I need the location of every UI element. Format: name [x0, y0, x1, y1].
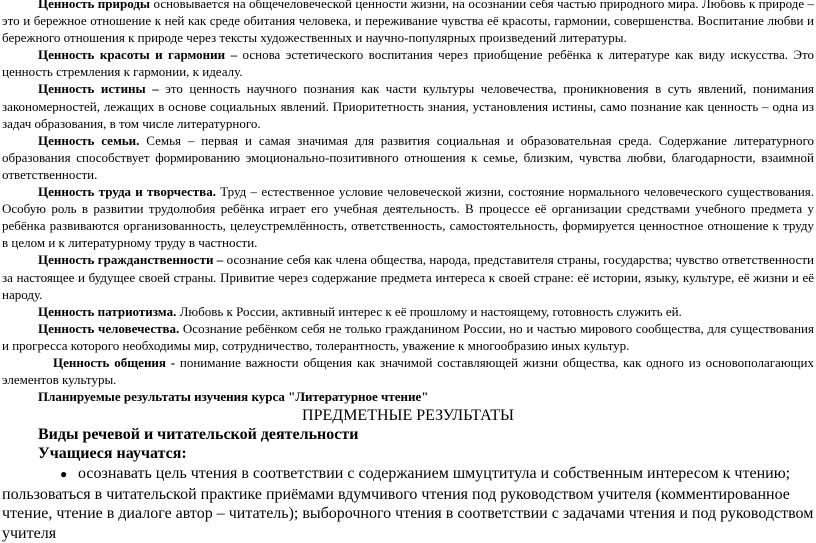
paragraph-patriotism — [2, 303, 814, 320]
planned-results-heading: Планируемые результаты изучения курса "Литературное чтение" — [38, 389, 429, 405]
paragraph-family — [2, 132, 814, 183]
paragraph-text: Семья – первая и самая значимая для развития социальная и образовательная среда. Содержание литературного образования способствует формированию эмоционально-позитивного отношения к семье, близким, чувства любви, благодарности, взаимной ответственности. — [2, 132, 814, 182]
paragraph-title: Ценность истины – — [38, 81, 159, 97]
paragraph-text: основа эстетического воспитания через приобщение ребёнка к литературе как виду искусства. Это ценность стремления к гармонии, к идеалу. — [2, 47, 815, 80]
bullet-list-item — [2, 464, 814, 543]
paragraph-humanity — [2, 320, 814, 354]
paragraph-text: осознание себя как члена общества, народа, представителя страны, государства; чувство ответственности за настоящее и будущее своей страны. Привитие через содержание предмета интереса к своей стране: её истории, языку, культуре, её жизни и её народу. — [2, 252, 815, 302]
paragraph-text: это ценность научного познания как части культуры человечества, проникновения в суть явлений, понимания закономерностей, лежащих в основе социальных явлений. Приоритетность знания, установления истины, само познание как ценность – одна из задач образования, в том числе литературного. — [2, 81, 815, 131]
paragraph-title: Ценность гражданственности – — [38, 252, 224, 268]
paragraph-communication — [2, 354, 814, 388]
paragraph-title: Ценность труда и творчества. — [38, 184, 216, 200]
paragraph-citizenship — [2, 251, 814, 302]
paragraph-labour — [2, 183, 814, 251]
bullet-text: осознавать цель чтения в соответствии с содержанием шмуцтитула и собственным интересом к чтению; пользоваться в читательской практике приёмами вдумчивого чтения под руководством учителя (комментированное чтение, чтение в диалоге автор – читатель); выборочного чтения в соответствии с задачами чтения и под руководством учителя — [2, 465, 814, 542]
paragraph-beauty — [2, 46, 814, 80]
bullet-icon: ● — [60, 467, 68, 482]
paragraph-title: Ценность семьи. — [38, 132, 140, 148]
paragraph-text: Труд – естественное условие человеческой жизни, состояние нормального человеческого существования. Особую роль в развитии трудолюбия ребёнка играет его учебная деятельность. В процессе её организации средствами учебного предмета у ребёнка развиваются организованность, целеустремлённость, ответственность, самостоятельность, формируется ценностное отношение к труду в целом и к литературному труду в частности. — [2, 184, 815, 251]
paragraph-text: понимание важности общения как значимой составляющей жизни общества, как одного из основополагающих элементов культуры. — [2, 354, 815, 388]
paragraph-nature — [2, 0, 814, 46]
paragraph-text: Осознание ребёнком себя не только гражданином России, но и частью мирового сообщества, для существования и прогресса которого необходимы мир, сотрудничество, толерантность, уважение к многообразию иных культур. — [2, 320, 814, 353]
section-title: Виды речевой и читательской деятельности — [38, 426, 359, 444]
paragraph-title: Ценность патриотизма. — [38, 303, 177, 319]
paragraph-title: Ценность общения - — [53, 354, 176, 370]
paragraph-text: Любовь к России, активный интерес к её прошлому и настоящему, готовность служить ей. — [176, 303, 682, 319]
paragraph-truth — [2, 80, 814, 131]
students-learn-heading: Учащиеся научатся: — [38, 445, 187, 463]
paragraph-text: основывается на общечеловеческой ценности жизни, на осознании себя частью природного мира. Любовь к природе – это и бережное отношение к ней как среде обитания человека, и переживание чувства её красоты, гармонии, совершенства. Воспитание любви и бережного отношения к природе через тексты художественных и научно-популярных произведений литературы. — [2, 0, 814, 46]
paragraph-title: Ценность красоты и гармонии – — [38, 47, 238, 63]
paragraph-title: Ценность человечества. — [38, 320, 180, 336]
paragraph-title: Ценность природы — [38, 0, 151, 11]
subject-results-heading: ПРЕДМЕТНЫЕ РЕЗУЛЬТАТЫ — [302, 407, 514, 425]
